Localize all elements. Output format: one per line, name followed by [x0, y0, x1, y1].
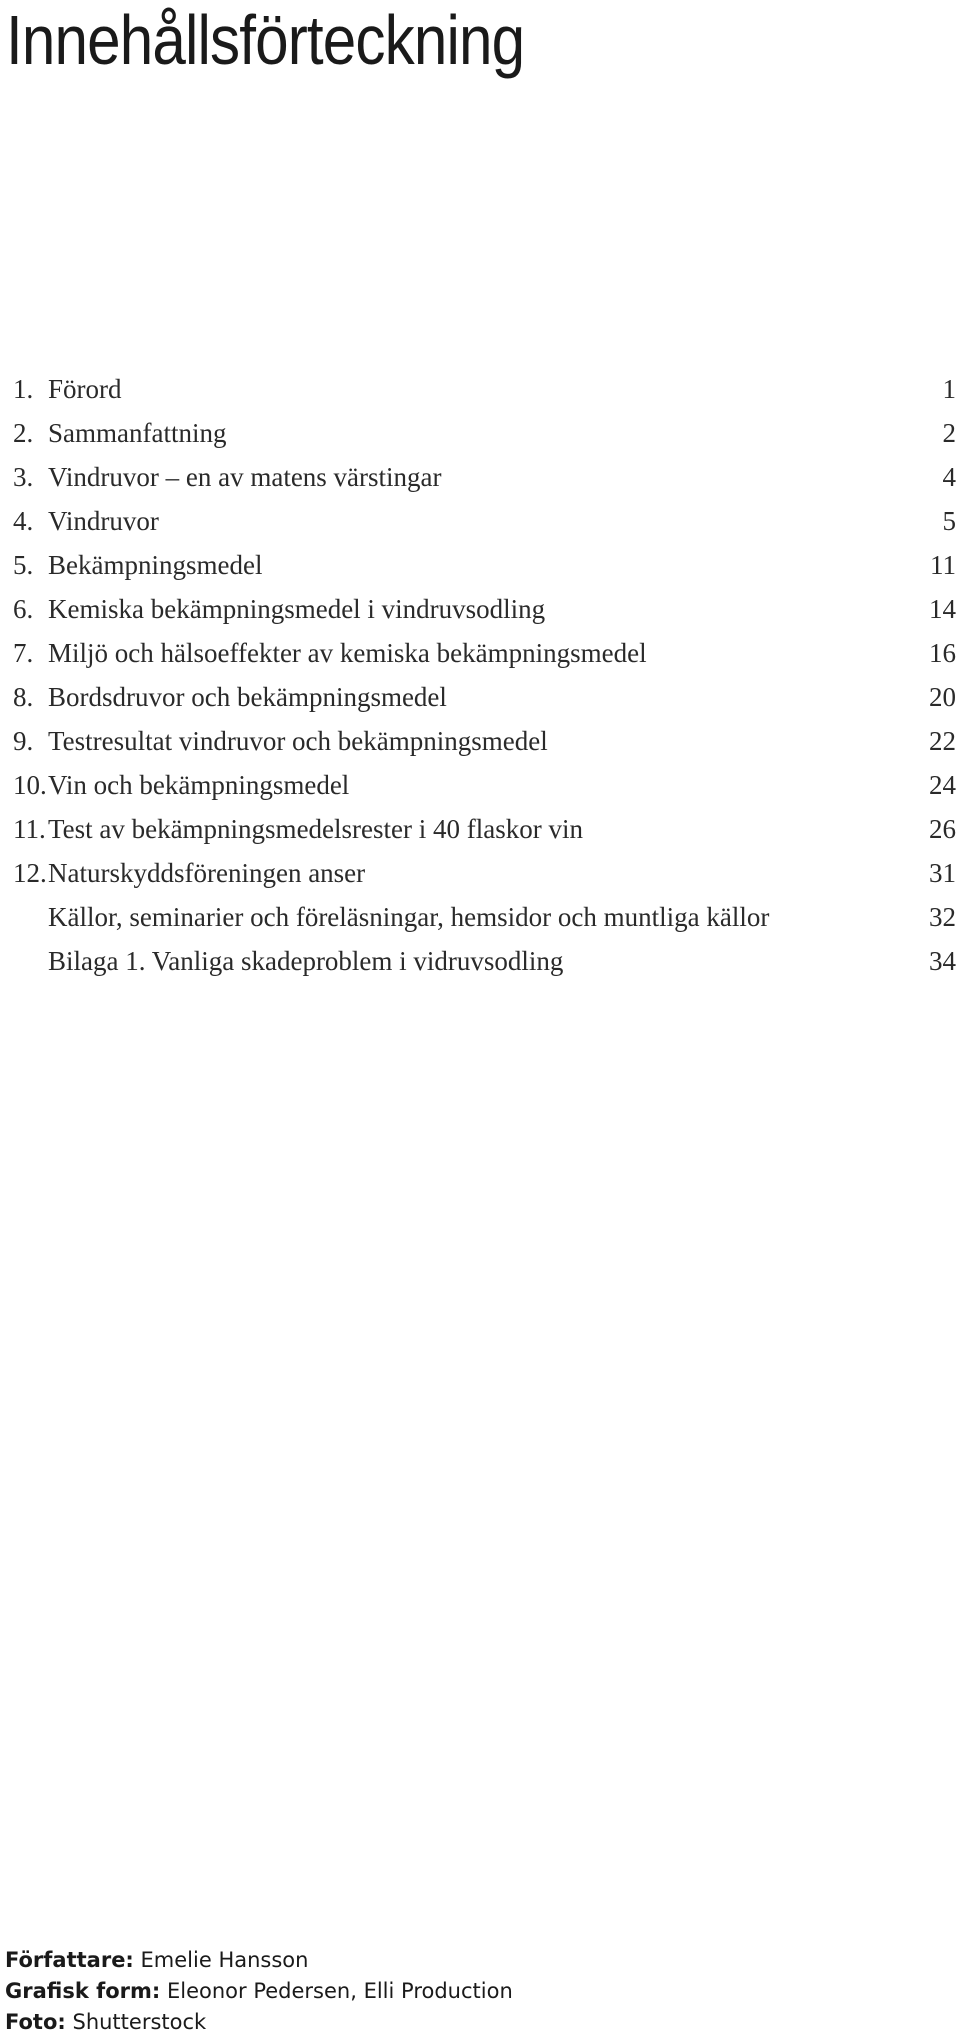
toc-item-title: Förord [48, 374, 122, 404]
toc-item-10 [0, 763, 960, 807]
credits [5, 1945, 513, 2038]
toc-item-number: 5. [13, 550, 34, 580]
toc-item-title: Vin och bekämpningsmedel [48, 770, 350, 800]
toc-item-title: Bilaga 1. Vanliga skadeproblem i vidruvsodling [48, 946, 564, 976]
toc-item-page: 16 [929, 638, 956, 668]
toc-item-sources [0, 895, 960, 939]
toc-item-title: Naturskyddsföreningen anser [48, 858, 366, 888]
toc-item-page: 26 [929, 814, 956, 844]
toc-item-appendix [0, 939, 960, 983]
toc-item-6 [0, 587, 960, 631]
toc-item-page: 20 [929, 682, 956, 712]
toc-item-number: 4. [13, 506, 34, 536]
credit-label: Grafisk form: [5, 1979, 161, 2003]
toc-item-title: Testresultat vindruvor och bekämpningsmedel [48, 726, 548, 756]
toc-item-number: 12. [13, 858, 47, 888]
toc-item-title: Test av bekämpningsmedelsrester i 40 flaskor vin [48, 814, 583, 844]
toc-item-page: 14 [929, 594, 956, 624]
toc-item-number: 2. [13, 418, 34, 448]
toc-item-title: Bekämpningsmedel [48, 550, 263, 580]
toc-item-1 [0, 367, 960, 411]
credit-value: Emelie Hansson [140, 1948, 309, 1972]
toc-item-title: Bordsdruvor och bekämpningsmedel [48, 682, 447, 712]
toc-item-page: 22 [929, 726, 956, 756]
toc-item-8 [0, 675, 960, 719]
credit-value: Eleonor Pedersen, Elli Production [167, 1979, 513, 2003]
toc-item-number: 8. [13, 682, 34, 712]
toc-item-number: 9. [13, 726, 34, 756]
toc-item-number: 1. [13, 374, 34, 404]
toc-item-number: 6. [13, 594, 34, 624]
toc-item-12 [0, 851, 960, 895]
credit-photo [5, 2007, 513, 2038]
toc-item-title: Miljö och hälsoeffekter av kemiska bekämpningsmedel [48, 638, 647, 668]
toc-item-7 [0, 631, 960, 675]
credit-label: Författare: [5, 1948, 134, 1972]
toc-item-page: 2 [942, 418, 956, 448]
toc-item-page: 24 [929, 770, 956, 800]
toc-item-9 [0, 719, 960, 763]
toc-item-5 [0, 543, 960, 587]
toc-item-number: 10. [13, 770, 47, 800]
toc-item-title: Kemiska bekämpningsmedel i vindruvsodling [48, 594, 546, 624]
toc-item-page: 31 [929, 858, 956, 888]
toc-item-title: Vindruvor [48, 506, 159, 536]
toc-item-number: 7. [13, 638, 34, 668]
table-of-contents [0, 367, 960, 983]
toc-item-page: 1 [942, 374, 956, 404]
toc-item-number: 11. [13, 814, 46, 844]
toc-item-2 [0, 411, 960, 455]
toc-item-title: Vindruvor – en av matens värstingar [48, 462, 442, 492]
toc-item-4 [0, 499, 960, 543]
toc-item-page: 32 [929, 902, 956, 932]
toc-item-3 [0, 455, 960, 499]
credit-design [5, 1976, 513, 2007]
toc-item-page: 4 [942, 462, 956, 492]
credit-value: Shutterstock [72, 2010, 207, 2034]
toc-item-page: 5 [942, 506, 956, 536]
credit-author [5, 1945, 513, 1976]
toc-item-11 [0, 807, 960, 851]
credit-label: Foto: [5, 2010, 66, 2034]
page-title: Innehållsförteckning [6, 1, 525, 79]
toc-item-page: 34 [929, 946, 956, 976]
toc-item-number: 3. [13, 462, 34, 492]
toc-item-title: Sammanfattning [48, 418, 227, 448]
toc-item-title: Källor, seminarier och föreläsningar, hemsidor och muntliga källor [48, 902, 770, 932]
toc-item-page: 11 [930, 550, 956, 580]
